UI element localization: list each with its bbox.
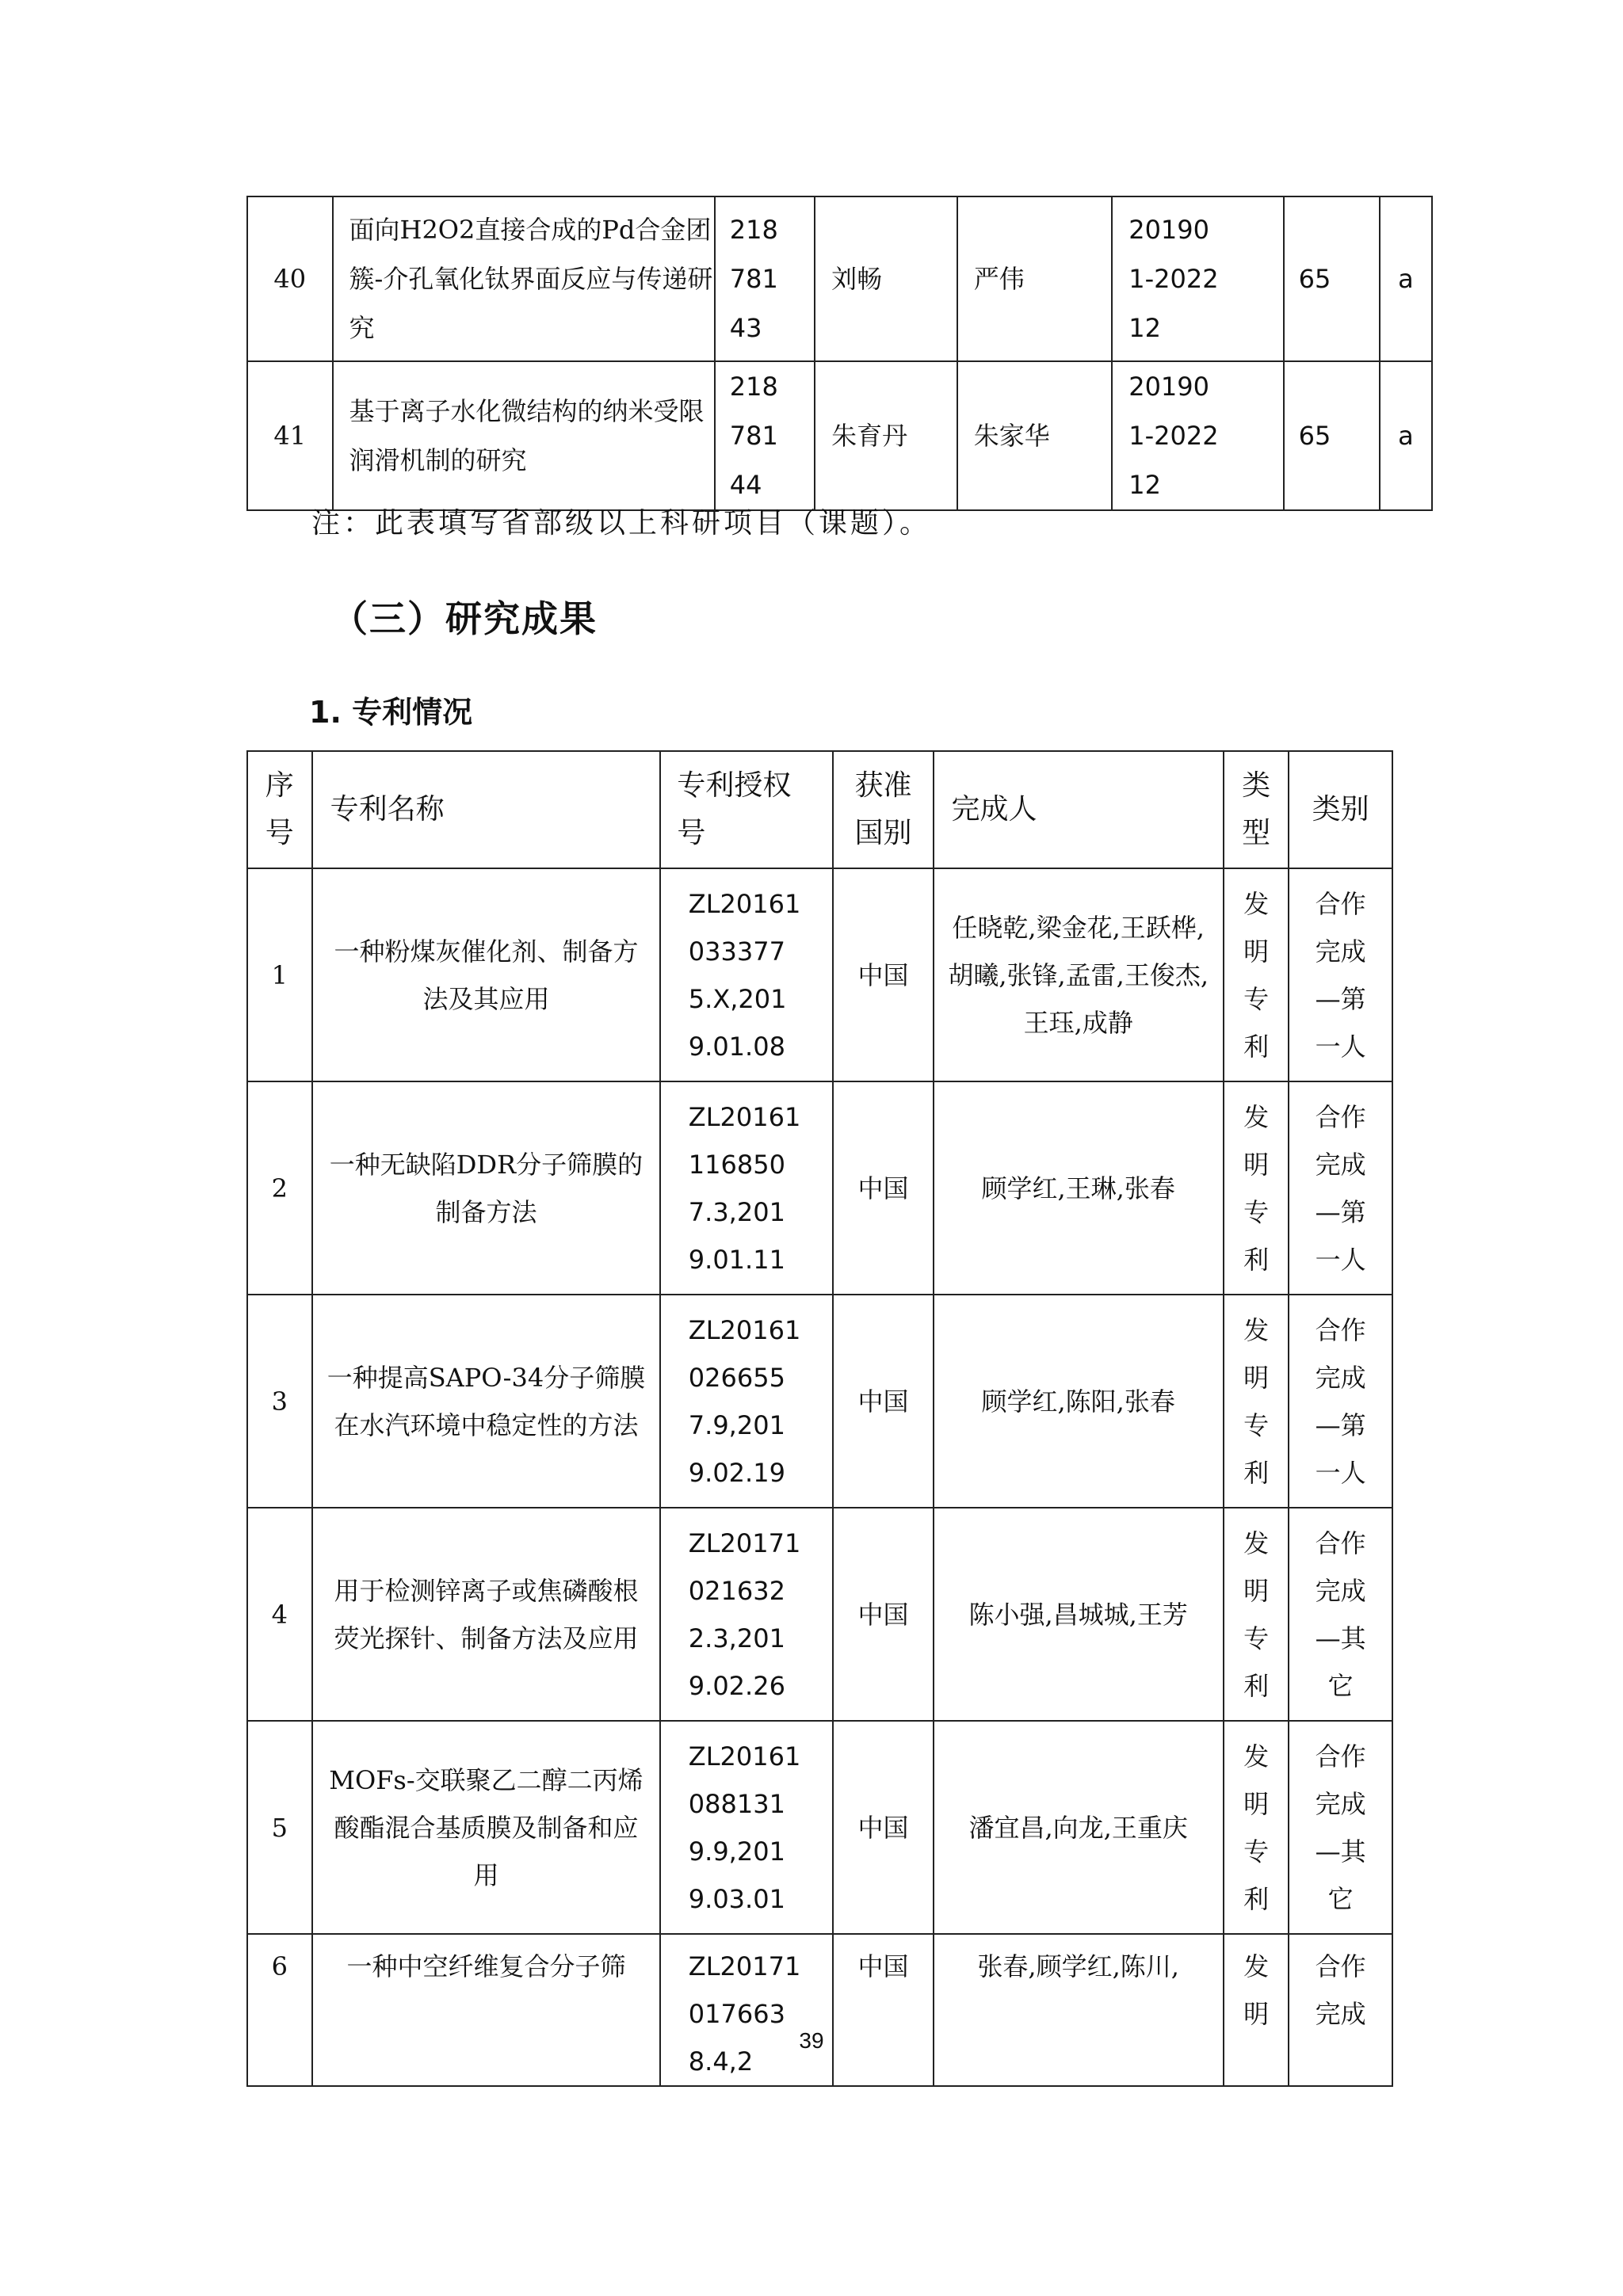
table-row [247, 196, 1432, 361]
patent-no: 1 [247, 868, 312, 1081]
patent-name: 一种提高SAPO-34分子筛膜在水汽环境中稳定性的方法 [312, 1295, 661, 1508]
project-period [1112, 361, 1283, 510]
patent-code [660, 1295, 833, 1508]
patent-type [1224, 1081, 1289, 1295]
patent-name: 一种无缺陷DDR分子筛膜的制备方法 [312, 1081, 661, 1295]
patent-type [1224, 868, 1289, 1081]
header-type [1224, 751, 1289, 868]
patent-category [1289, 1721, 1392, 1934]
patent-code [660, 1934, 833, 2086]
project-level: a [1380, 196, 1432, 361]
header-country-text: 获准国别 [854, 769, 912, 849]
section-heading: （三）研究成果 [331, 597, 598, 640]
patent-name: 一种中空纤维复合分子筛 [312, 1934, 661, 2086]
patent-category [1289, 1934, 1392, 2086]
patent-category [1289, 1508, 1392, 1721]
patent-code [660, 1508, 833, 1721]
table-row [247, 1934, 1392, 2086]
patent-country: 中国 [833, 1721, 933, 1934]
project-code-text: 21878144 [729, 372, 778, 500]
project-period-text: 201901-202212 [1128, 215, 1219, 343]
project-period-text: 201901-202212 [1128, 372, 1219, 500]
header-no-text: 序号 [265, 769, 294, 849]
patent-type-text: 发明专利 [1243, 888, 1270, 1062]
patent-country: 中国 [833, 1934, 933, 2086]
project-level: a [1380, 361, 1432, 510]
patent-country: 中国 [833, 868, 933, 1081]
patent-category [1289, 868, 1392, 1081]
patent-people: 顾学红,陈阳,张春 [934, 1295, 1224, 1508]
table-row [247, 1081, 1392, 1295]
patent-code-text: ZL201610881319.9,2019.03.01 [688, 1741, 801, 1914]
patent-type [1224, 1295, 1289, 1508]
patent-people: 任晓乾,梁金花,王跃桦,胡曦,张锋,孟雷,王俊杰,王珏,成静 [934, 868, 1224, 1081]
project-leader: 刘畅 [815, 196, 957, 361]
table-row [247, 361, 1432, 510]
patent-no: 6 [247, 1934, 312, 2086]
project-leader: 朱育丹 [815, 361, 957, 510]
header-code [660, 751, 833, 868]
table-header-row [247, 751, 1392, 868]
patent-code [660, 1721, 833, 1934]
table-row [247, 1295, 1392, 1508]
patent-category-text: 合作完成—其它 [1315, 1527, 1366, 1701]
patent-type [1224, 1934, 1289, 2086]
patent-people: 潘宜昌,向龙,王重庆 [934, 1721, 1224, 1934]
header-code-text: 专利授权号 [677, 769, 792, 849]
patent-category-text: 合作完成—其它 [1315, 1741, 1366, 1914]
patent-country: 中国 [833, 1295, 933, 1508]
patent-no: 3 [247, 1295, 312, 1508]
patent-category-text: 合作完成—第一人 [1315, 1314, 1366, 1488]
patent-type-text: 发明专利 [1243, 1314, 1270, 1488]
project-code-text: 21878143 [729, 215, 778, 343]
project-member: 严伟 [957, 196, 1113, 361]
patent-country: 中国 [833, 1508, 933, 1721]
project-member: 朱家华 [957, 361, 1113, 510]
project-code [715, 196, 815, 361]
patent-name: 用于检测锌离子或焦磷酸根荧光探针、制备方法及应用 [312, 1508, 661, 1721]
project-code [715, 361, 815, 510]
project-fund: 65 [1284, 361, 1380, 510]
patent-category [1289, 1295, 1392, 1508]
patent-category [1289, 1081, 1392, 1295]
patent-people: 张春,顾学红,陈川, [934, 1934, 1224, 2086]
patent-code [660, 868, 833, 1081]
patent-country: 中国 [833, 1081, 933, 1295]
project-name: 面向H2O2直接合成的Pd合金团簇-介孔氧化钛界面反应与传递研究 [333, 196, 715, 361]
table-row [247, 1508, 1392, 1721]
header-people: 完成人 [934, 751, 1224, 868]
header-category: 类别 [1289, 751, 1392, 868]
patent-name: MOFs-交联聚乙二醇二丙烯酸酯混合基质膜及制备和应用 [312, 1721, 661, 1934]
patent-code-text: ZL201710216322.3,2019.02.26 [688, 1527, 801, 1701]
header-no [247, 751, 312, 868]
projects-table [246, 196, 1433, 511]
project-fund: 65 [1284, 196, 1380, 361]
project-no: 41 [247, 361, 333, 510]
header-name: 专利名称 [312, 751, 661, 868]
patent-code-text: ZL201610266557.9,2019.02.19 [688, 1314, 801, 1488]
table-row [247, 868, 1392, 1081]
patent-type-text: 发明专利 [1243, 1101, 1270, 1275]
patent-people: 陈小强,昌城城,王芳 [934, 1508, 1224, 1721]
table-note: 注：此表填写省部级以上科研项目（课题）。 [311, 507, 932, 540]
patent-category-text: 合作完成 [1315, 1951, 1366, 2029]
patent-people: 顾学红,王琳,张春 [934, 1081, 1224, 1295]
patent-type-text: 发明专利 [1243, 1741, 1270, 1914]
patent-no: 5 [247, 1721, 312, 1934]
patent-type-text: 发明专利 [1243, 1527, 1270, 1701]
patent-type [1224, 1721, 1289, 1934]
patents-table [246, 750, 1393, 2087]
patent-no: 2 [247, 1081, 312, 1295]
header-type-text: 类型 [1242, 769, 1271, 849]
patent-type-text: 发明 [1243, 1951, 1270, 2029]
patent-type [1224, 1508, 1289, 1721]
project-period [1112, 196, 1283, 361]
project-name: 基于离子水化微结构的纳米受限润滑机制的研究 [333, 361, 715, 510]
patent-category-text: 合作完成—第一人 [1315, 888, 1366, 1062]
subsection-heading: 1. 专利情况 [309, 695, 473, 730]
patent-code-text: ZL201610333775.X,2019.01.08 [688, 888, 801, 1062]
patent-category-text: 合作完成—第一人 [1315, 1101, 1366, 1275]
patent-code-text: ZL201611168507.3,2019.01.11 [688, 1101, 801, 1275]
page-number: 39 [799, 2028, 824, 2053]
patent-code-text: ZL201710176638.4,2 [688, 1951, 801, 2077]
patent-code [660, 1081, 833, 1295]
project-no: 40 [247, 196, 333, 361]
header-country [833, 751, 933, 868]
patent-name: 一种粉煤灰催化剂、制备方法及其应用 [312, 868, 661, 1081]
patent-no: 4 [247, 1508, 312, 1721]
table-row [247, 1721, 1392, 1934]
